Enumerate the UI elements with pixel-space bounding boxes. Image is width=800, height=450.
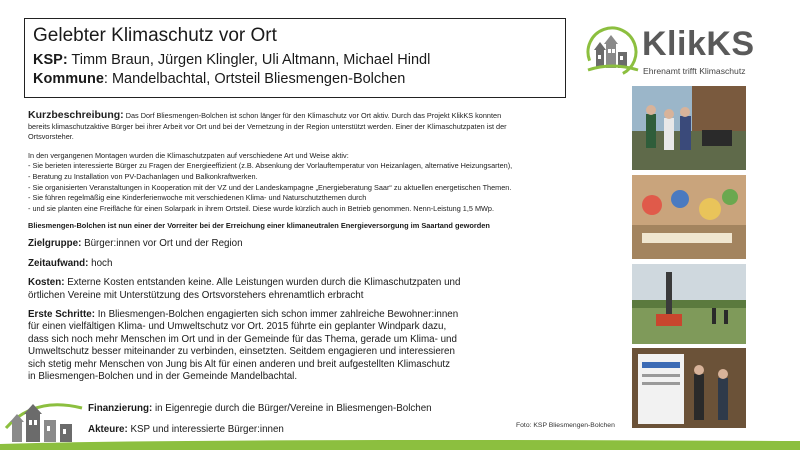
kurzbeschreibung-text-3: Ortsvorsteher. xyxy=(28,132,74,142)
kommune-line xyxy=(33,70,557,89)
erste-schritte-text-6: in Bliesmengen-Bolchen und in der Gemeinde Mandelbachtal. xyxy=(28,371,298,382)
akteure-value: KSP und interessierte Bürger:innen xyxy=(127,424,284,435)
zielgruppe-value: Bürger:innen vor Ort und der Region xyxy=(81,238,243,250)
kosten xyxy=(28,277,598,302)
photo-people-grill xyxy=(632,86,746,170)
erste-schritte-text-1: In Bliesmengen-Bolchen engagierten sich schon immer zahlreiche Bewohner:innen xyxy=(94,308,459,320)
erste-schritte-text-3: dass sich noch mehr Menschen im Ort und in der Gemeinde für das Thema, gerade um Klima- und xyxy=(28,333,457,345)
list-item: - Beratung zu Installation von PV-Dachanlagen und Balkonkraftwerken. xyxy=(28,171,258,181)
photo-solar-drilling xyxy=(632,264,746,344)
vorreiter-statement: Bliesmengen-Bolchen ist nun einer der Vorreiter bei der Erreichung einer klimaneutralen Energieversorgung im Saartand geworden xyxy=(28,221,490,231)
zeitaufwand xyxy=(28,258,598,270)
zielgruppe xyxy=(28,238,598,250)
kurzbeschreibung xyxy=(28,110,598,143)
erste-schritte-text-4: Umweltschutz besser miteinander zu verbinden, einsetzten. Seitdem engagieren und interessieren xyxy=(28,346,455,358)
erste-schritte-label: Erste Schritte: xyxy=(28,308,95,320)
title-box xyxy=(24,18,566,98)
erste-schritte-text-5: sich stetig mehr Menschen von Jung bis Alt für einen anderen und breit aufgestellten Klimaschutz xyxy=(28,358,451,370)
bottom-green-band xyxy=(0,438,800,450)
logo-name: KlikKS xyxy=(642,25,755,63)
kosten-label: Kosten: xyxy=(28,277,65,289)
montagen-intro: In den vergangenen Montagen wurden die Klimaschutzpaten auf verschiedene Art und Weise aktiv: xyxy=(28,150,349,160)
kommune-value: : Mandelbachtal, Ortsteil Bliesmengen-Bolchen xyxy=(103,71,406,87)
finanzierung-value: in Eigenregie durch die Bürger/Vereine in Bliesmengen-Bolchen xyxy=(152,403,432,414)
photo-caption: Foto: KSP Bliesmengen-Bolchen xyxy=(516,422,615,429)
photo-children-workshop xyxy=(632,175,746,259)
zeitaufwand-value: hoch xyxy=(88,257,113,269)
list-item: - Sie berieten interessierte Bürger zu Fragen der Energieeffizient (z.B. Absenkung der Vorlauftemperatur von Heizanlagen, alternative Heizungsarten), xyxy=(28,161,513,171)
kosten-text-2: örtlichen Vereine mit Unterstützung des Ortsvorstehers ehrenamtlich erbracht xyxy=(28,289,364,301)
main-content xyxy=(28,110,598,383)
kommune-label: Kommune xyxy=(33,71,104,87)
list-item: - Sie führen regelmäßig eine Kinderferienwoche mit verschiedenen Klima- und Naturschutzthemen durch xyxy=(28,193,367,203)
finanzierung xyxy=(88,403,608,415)
zielgruppe-label: Zielgruppe: xyxy=(28,238,82,250)
ksp-line xyxy=(33,51,557,70)
logo-tagline: Ehrenamt trifft Klimaschutz xyxy=(643,66,746,76)
kosten-text-1: Externe Kosten entstanden keine. Alle Leistungen wurden durch die Klimaschutzpaten und xyxy=(64,277,461,289)
kurzbeschreibung-label: Kurzbeschreibung: xyxy=(28,109,124,121)
photo-event-presentation xyxy=(632,348,746,428)
ksp-value: Timm Braun, Jürgen Klingler, Uli Altmann, Michael Hindl xyxy=(67,52,431,68)
page-title: Gelebter Klimaschutz vor Ort xyxy=(33,25,277,46)
list-item: - Sie organisierten Veranstaltungen in Kooperation mit der VZ und der Landeskampagne „Energieberatung Saar“ zu aktuellen energetischen Themen. xyxy=(28,182,512,192)
ksp-label: KSP: xyxy=(33,52,68,68)
zeitaufwand-label: Zeitaufwand: xyxy=(28,257,89,269)
finanzierung-label: Finanzierung: xyxy=(88,403,153,414)
erste-schritte-text-2: für einen vielfältigen Klima- und Umweltschutz vor Ort. 2015 führte ein geplanter Windpark dazu, xyxy=(28,321,447,333)
kurzbeschreibung-text-1: Das Dorf Bliesmengen-Bolchen ist schon länger für den Klimaschutz vor Ort aktiv. Durch das Projekt KlikKS konnten xyxy=(123,111,502,120)
erste-schritte xyxy=(28,309,598,383)
list-item: - und sie planten eine Freifläche für einen Solarpark in ihrem Ortsteil. Diese wurde kürzlich auch in Betrieb genommen. Nenn-Leistung 1,5 MWp. xyxy=(28,203,495,213)
montagen-list xyxy=(28,151,598,215)
akteure-label: Akteure: xyxy=(88,424,128,435)
kurzbeschreibung-text-2: bereits klimaschutzaktive Bürger bei ihrer Arbeit vor Ort und bei der Vernetzung in der Region unterstützt werden. Einer der Klimaschutzpaten ist der xyxy=(28,121,507,131)
